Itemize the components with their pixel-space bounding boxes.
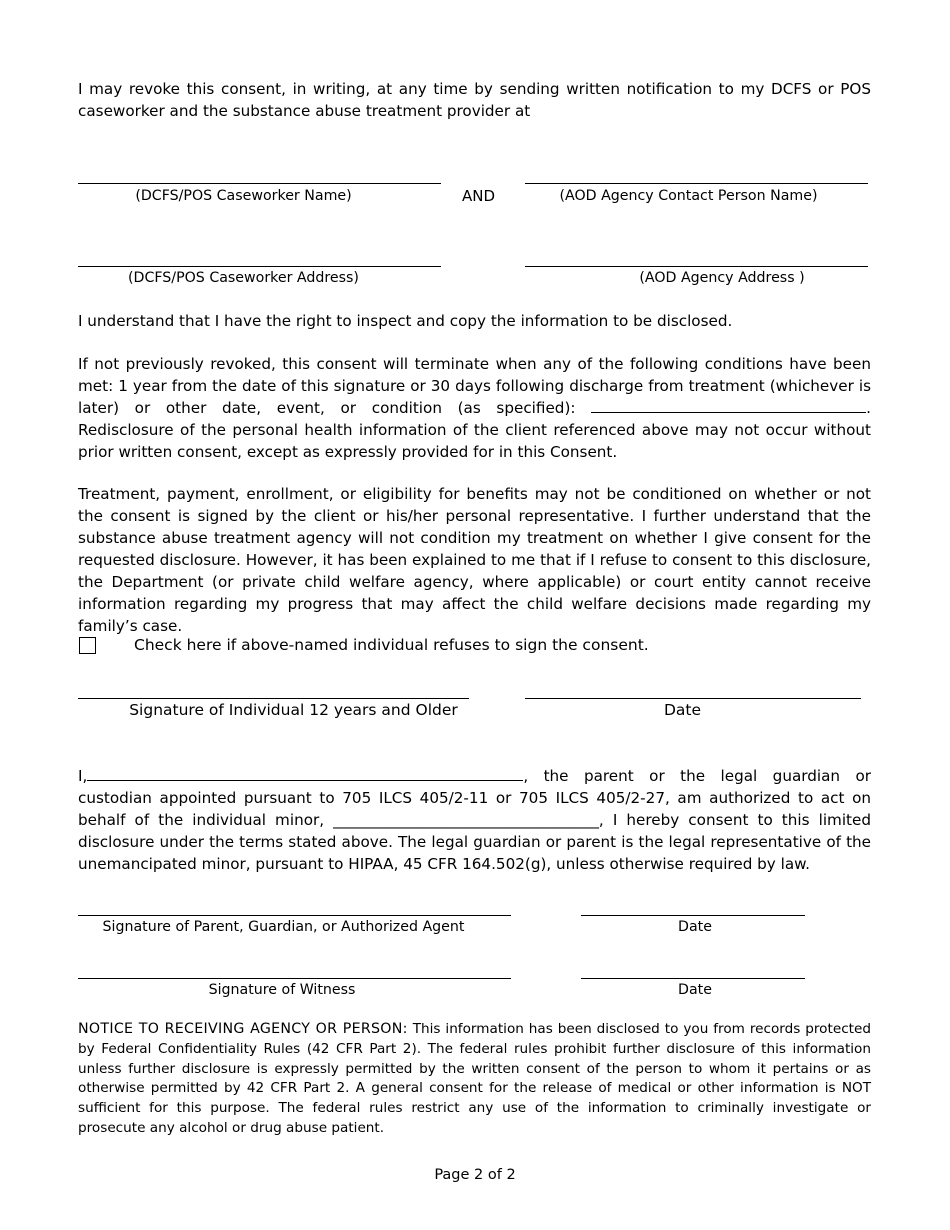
terminate-text-before: If not previously revoked, this consent will terminate when any of the following conditions have been met: 1 year from the date of this signature or 30 days following discharge from treatment (whichever is later) or other date, event, or condition (as specified): [78,355,871,417]
notice-body: This information has been disclosed to you from records protected by Federal Confidentiality Rules (42 CFR Part 2). The federal rules prohibit further disclosure of this information unless further disclosure is expressly permitted by the written consent of the person to whom it pertains or as otherwise permitted by 42 CFR Part 2. A general consent for the release of medical or other information is NOT sufficient for this purpose. The federal rules restrict any use of the information to criminally investigate or prosecute any alcohol or drug abuse patient. [78,1021,871,1136]
individual-signature-line[interactable] [78,698,469,699]
terminate-paragraph [78,353,871,463]
individual-date-line[interactable] [525,698,861,699]
agency-address-line[interactable] [525,266,868,267]
terminate-text-after: . Redisclosure of the personal health information of the client referenced above may not occur without prior written consent, except as expressly provided for in this Consent. [78,399,871,461]
individual-date-label: Date [663,701,702,719]
page-number: Page 2 of 2 [434,1167,516,1183]
receiving-agency-notice [78,1020,871,1139]
agency-address-label: (AOD Agency Address ) [639,270,805,286]
witness-date-label: Date [678,982,712,998]
parent-date-line[interactable] [581,915,805,916]
individual-signature-label: Signature of Individual 12 years and Older [129,701,458,719]
treatment-paragraph: Treatment, payment, enrollment, or eligibility for benefits may not be conditioned on whether or not the consent is signed by the client or his/her personal representative. I further understand that the substance abuse treatment agency will not condition my treatment on whether I give consent for the requested disclosure. However, it has been explained to me that if I refuse to consent to this disclosure, the Department (or private child welfare agency, where applicable) or court entity cannot receive information regarding my progress that may affect the child welfare decisions made regarding my family’s case. [78,485,871,635]
caseworker-name-line[interactable] [78,183,441,184]
caseworker-address-line[interactable] [78,266,441,267]
notice-heading: NOTICE TO RECEIVING AGENCY OR PERSON: [78,1021,408,1037]
parent-signature-label: Signature of Parent, Guardian, or Authorized Agent [102,919,465,935]
witness-signature-label: Signature of Witness [208,982,356,998]
guardian-name-field[interactable] [87,766,523,781]
caseworker-name-label: (DCFS/POS Caseworker Name) [135,188,352,204]
and-label: AND [462,187,496,205]
caseworker-address-label: (DCFS/POS Caseworker Address) [128,270,359,286]
parent-date-label: Date [678,919,712,935]
revoke-paragraph: I may revoke this consent, in writing, at any time by sending written notification to my DCFS or POS caseworker and the substance abuse treatment provider at [78,80,871,120]
witness-signature-line[interactable] [78,978,511,979]
termination-condition-field[interactable] [591,398,866,413]
inspect-paragraph: I understand that I have the right to inspect and copy the information to be disclosed. [78,312,733,330]
agency-contact-label: (AOD Agency Contact Person Name) [559,188,818,204]
guardian-text-start: I, [78,767,88,785]
guardian-text-middle: , the parent or the legal guardian or custodian appointed pursuant to 705 ILCS 405/2-11 or 705 ILCS 405/2-27, am authorized to act on behalf of the individual minor, ___________________________________, I hereby consent to this limited disclosure under the terms stated above. The legal guardian or parent is the legal representative of the unemancipated minor, pursuant to HIPAA, 45 CFR 164.502(g), unless otherwise required by law. [78,767,871,873]
parent-signature-line[interactable] [78,915,511,916]
agency-contact-line[interactable] [525,183,868,184]
witness-date-line[interactable] [581,978,805,979]
guardian-paragraph [78,765,871,875]
refusal-checkbox-label: Check here if above-named individual refuses to sign the consent. [134,636,649,654]
refusal-checkbox[interactable] [79,637,96,654]
